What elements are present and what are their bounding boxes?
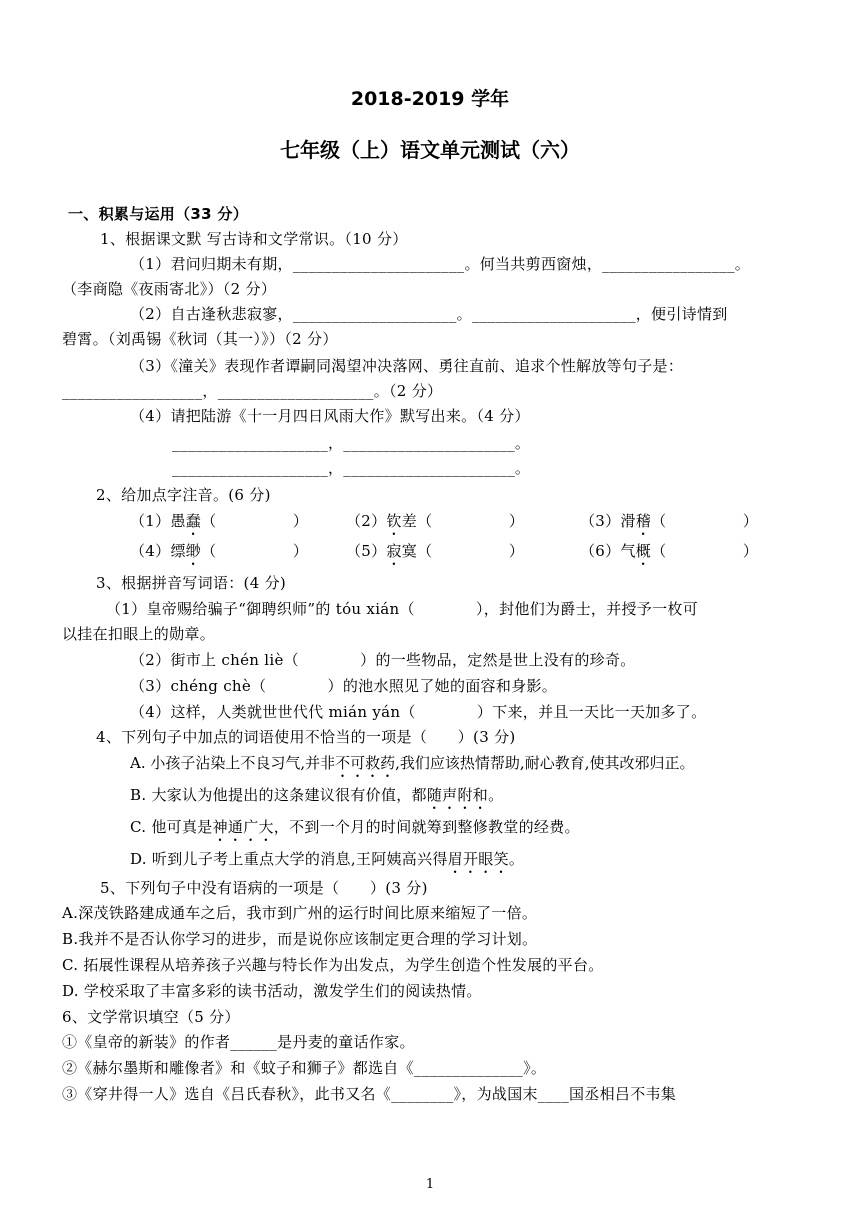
answer-blank: （ ）: [417, 542, 525, 560]
q3-part3: （3）chéng chè（ ）的池水照见了她的面容和身影。: [130, 677, 558, 695]
dotted-char: 稽: [635, 512, 652, 530]
option-text: ，不到一个月的时间就筹到整修教堂的经费。: [273, 818, 580, 836]
item-number: （2）: [346, 512, 387, 530]
q4-option-c: [130, 816, 580, 845]
q2-item: [346, 510, 524, 539]
option-text: C. 他可真是: [130, 818, 213, 836]
char: 寞: [401, 542, 418, 560]
q4-option-b: [130, 784, 503, 813]
q2-item: [130, 510, 308, 539]
q6-line1: ①《皇帝的新装》的作者______是丹麦的童话作家。: [62, 1033, 415, 1051]
page-number: 1: [425, 1177, 435, 1192]
dotted-char: 寂: [386, 542, 402, 560]
q6-line3: ③《穿井得一人》选自《吕氏春秋》，此书又名《________》，为战国末____国丞相吕不韦集: [62, 1085, 677, 1103]
answer-blank: （ ）: [201, 542, 309, 560]
q5-option-a: A.深茂铁路建成通车之后，我市到广州的运行时间比原来缩短了一倍。: [62, 904, 538, 922]
q5-option-c: C. 拓展性课程从培养孩子兴趣与特长作为出发点，为学生创造个性发展的平台。: [62, 956, 604, 974]
q1-part4-line2: ____________________，______________________。: [172, 434, 531, 452]
dotted-phrase: 随声附和: [426, 786, 489, 804]
q1-part1-line2: （李商隐《夜雨寄北》）（2 分）: [62, 280, 277, 298]
item-number: （3）: [580, 512, 621, 530]
option-text: 。: [508, 850, 525, 868]
answer-blank: （ ）: [651, 542, 759, 560]
q4-option-a: [130, 752, 694, 781]
q5-stem: 5、下列句子中没有语病的一项是（ ）(3 分): [100, 879, 428, 897]
q6-stem: 6、文学常识填空（5 分）: [62, 1008, 240, 1026]
q1-part4-line3: ____________________，______________________。: [172, 459, 531, 477]
q2-item: [130, 540, 308, 569]
q3-part4: （4）这样，人类就世世代代 mián yán（ ）下来，并且一天比一天加多了。: [130, 703, 707, 721]
q3-part1-line1: （1）皇帝赐给骗子“御聘织师”的 tóu xián（ ），封他们为爵士，并授予一枚可: [106, 600, 698, 618]
q2-item: [346, 540, 524, 569]
q2-item: [580, 510, 758, 539]
char: 滑: [620, 512, 636, 530]
option-text: A. 小孩子沾染上不良习气,并非: [130, 754, 336, 772]
option-text: B. 大家认为他提出的这条建议很有价值，都: [130, 786, 427, 804]
q4-option-d: [130, 848, 524, 877]
exam-year: 2018-2019 学年: [350, 88, 510, 110]
answer-blank: （ ）: [651, 512, 759, 530]
item-number: （5）: [346, 542, 387, 560]
q5-option-d: D. 学校采取了丰富多彩的读书活动，激发学生们的阅读热情。: [62, 982, 482, 1000]
q6-line2: ②《赫尔墨斯和雕像者》和《蚊子和狮子》都选自《______________》。: [62, 1059, 547, 1077]
option-text: 。: [488, 786, 504, 804]
q3-part2: （2）街市上 chén liè（ ）的一些物品，定然是世上没有的珍奇。: [130, 651, 636, 669]
char: 愚: [170, 512, 186, 530]
q3-stem: 3、根据拼音写词语：(4 分): [96, 574, 287, 592]
section-title: 一、积累与运用（33 分）: [68, 205, 248, 223]
dotted-char: 蠢: [185, 512, 202, 530]
q3-part1-line2: 以挂在扣眼上的勋章。: [62, 625, 216, 643]
q1-part3-line1: （3）《潼关》表现作者谭嗣同渴望冲决落网、勇往直前、追求个性解放等句子是：: [130, 357, 684, 375]
q1-part2-line1: （2）自古逢秋悲寂寥，_____________________。_____________________，便引诗情到: [130, 305, 728, 323]
q4-stem: 4、下列句子中加点的词语使用不恰当的一项是（ ）(3 分): [96, 728, 516, 746]
option-text: D. 听到儿子考上重点大学的消息,王阿姨高兴得: [130, 850, 448, 868]
dotted-phrase: 眉开眼笑: [447, 850, 509, 868]
exam-title: 七年级（上）语文单元测试（六）: [280, 138, 580, 162]
char: 差: [401, 512, 418, 530]
dotted-phrase: 不可救药: [335, 754, 396, 772]
answer-blank: （ ）: [201, 512, 309, 530]
dotted-char: 钦: [386, 512, 402, 530]
q1-part1-line1: （1）君问归期未有期，______________________。何当共剪西窗烛，_________________。: [130, 255, 751, 273]
dotted-char: 概: [635, 542, 652, 560]
q5-option-b: B.我并不是否认你学习的进步，而是说你应该制定更合理的学习计划。: [62, 930, 538, 948]
q1-part2-line2: 碧霄。（刘禹锡《秋词（其一）》）（2 分）: [62, 330, 338, 348]
q1-part3-line2: __________________，____________________。（2 分）: [62, 382, 443, 400]
q1-stem: 1、根据课文默 写古诗和文学常识。（10 分）: [100, 230, 408, 248]
option-text: ,我们应该热情帮助,耐心教育,使其改邪归正。: [395, 754, 695, 772]
char: 缥: [170, 542, 186, 560]
item-number: （1）: [130, 512, 171, 530]
char: 气: [620, 542, 636, 560]
dotted-char: 缈: [185, 542, 202, 560]
q2-stem: 2、给加点字注音。(6 分): [96, 486, 271, 504]
q2-item: [580, 540, 758, 569]
item-number: （4）: [130, 542, 171, 560]
dotted-phrase: 神通广大: [212, 818, 274, 836]
q1-part4-line1: （4）请把陆游《十一月四日风雨大作》默写出来。（4 分）: [130, 407, 530, 425]
answer-blank: （ ）: [417, 512, 525, 530]
item-number: （6）: [580, 542, 621, 560]
